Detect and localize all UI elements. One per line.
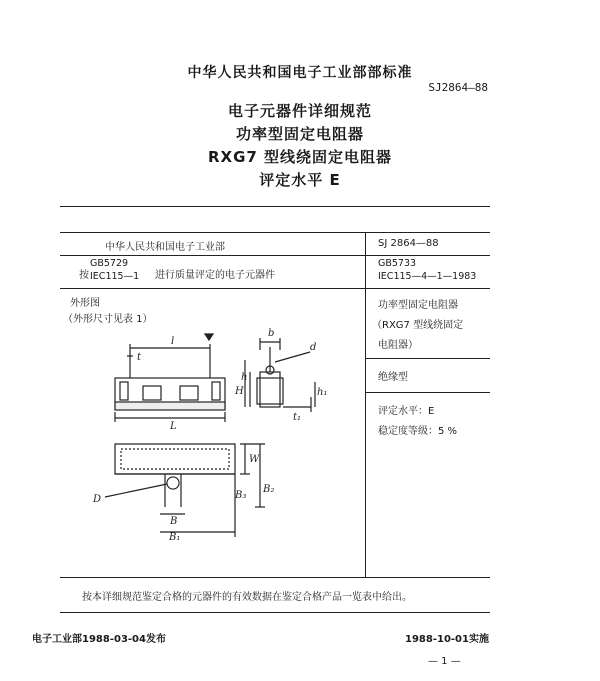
rule-row-2: [60, 288, 490, 289]
effective-date: 1988-10-01实施: [405, 634, 489, 645]
org-name: 中华人民共和国电子工业部: [105, 242, 225, 253]
label-D: D: [93, 494, 102, 505]
label-d: d: [310, 342, 317, 353]
outline-label: 外形图: [70, 298, 100, 309]
insulation-type: 绝缘型: [378, 372, 408, 383]
ministry-header: 中华人民共和国电子工业部部标准: [187, 65, 413, 81]
label-L: L: [170, 421, 177, 432]
label-B: B: [170, 516, 178, 527]
right-std-iec: IEC115—4—1—1983: [378, 271, 477, 282]
label-B3: B₃: [235, 490, 247, 501]
label-t1: t₁: [293, 412, 302, 423]
quality-text: 进行质量评定的电子元器件: [155, 270, 275, 281]
outline-drawing: [85, 322, 365, 572]
label-t: t: [137, 352, 142, 363]
stability-class: 稳定度等级：5 %: [378, 426, 458, 437]
page-number: — 1 —: [428, 656, 461, 667]
rule-bottom: [60, 577, 490, 578]
std-iec: IEC115—1: [90, 271, 140, 282]
product-line-3: 电阻器）: [378, 340, 418, 351]
front-view-base: [115, 402, 225, 410]
note-text: 按本详细规范鉴定合格的元器件的有效数据在鉴定合格产品一览表中给出。: [82, 592, 412, 603]
assessment-level: 评定水平：E: [378, 406, 435, 417]
rule-note: [60, 612, 490, 613]
per-prefix: 按: [79, 270, 89, 281]
std-gb: GB5729: [90, 258, 129, 269]
standard-number: SJ2864—88: [428, 81, 488, 94]
title-line-3: RXG7 型线绕固定电阻器: [207, 148, 393, 166]
label-b: b: [268, 328, 275, 339]
product-line-2: （RXG7 型线绕固定: [372, 320, 464, 331]
label-h: h: [241, 372, 248, 383]
right-std-gb: GB5733: [378, 258, 417, 269]
outline-note: （外形尺寸见表 1）: [63, 314, 153, 325]
label-B2: B₂: [263, 484, 275, 495]
column-divider: [365, 232, 366, 577]
title-line-4: 评定水平 E: [259, 171, 341, 189]
issue-date: 电子工业部1988-03-04发布: [32, 634, 166, 645]
spec-number: SJ 2864—88: [378, 238, 439, 249]
label-l: l: [171, 336, 175, 347]
side-view-body: [260, 372, 280, 407]
title-line-2: 功率型固定电阻器: [235, 125, 364, 143]
rule-right-1: [365, 358, 490, 359]
product-line-1: 功率型固定电阻器: [378, 300, 458, 311]
rule-top-1: [60, 206, 490, 207]
label-h1: h₁: [317, 387, 328, 398]
title-line-1: 电子元器件详细规范: [227, 102, 372, 120]
label-B1: B₁: [169, 532, 181, 543]
label-W: W: [249, 454, 260, 465]
label-H: H: [235, 386, 244, 397]
rule-right-2: [365, 392, 490, 393]
rule-top-2: [60, 232, 490, 233]
rule-row-1: [60, 255, 490, 256]
